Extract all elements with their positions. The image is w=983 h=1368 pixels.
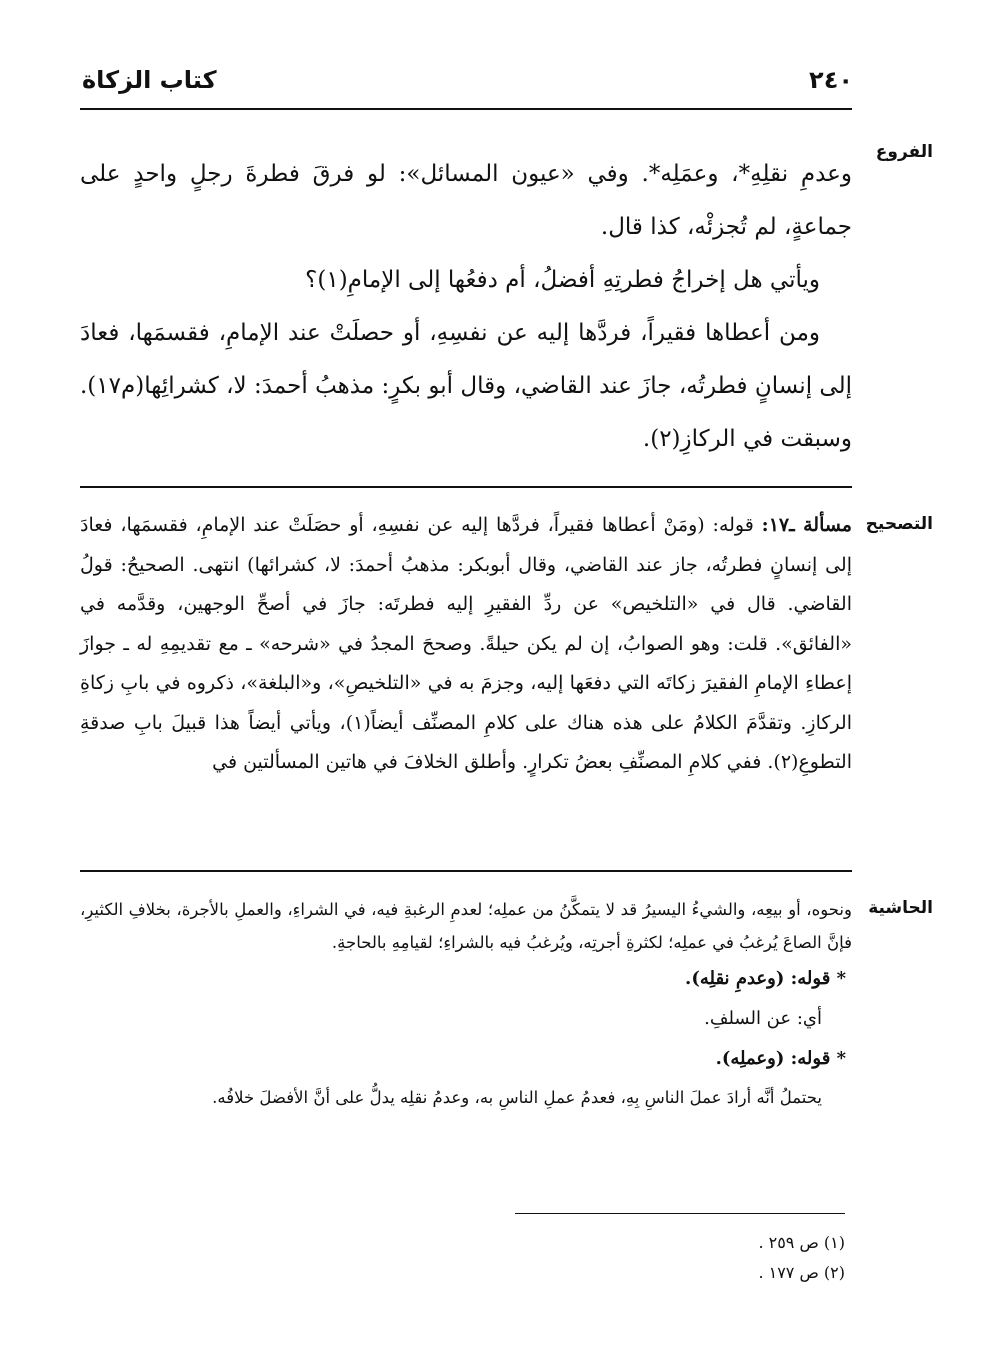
hashiya-paragraph-1: ونحوه، أو بيعِه، والشيءُ اليسيرُ قد لا يتمكَّنُ من عملِه؛ لعدمِ الرغبةِ فيه، في الشراءِ، والعملِ بالأجرة، بخلافِ الكثيرِ، فإنَّ الصاعَ يُرغبُ في عملِه؛ لكثرةِ أجرتِه، ويُرغبُ فيه بالشراءِ؛ لقيامِهِ بالحاجةِ. xyxy=(80,900,852,952)
header-rule xyxy=(80,108,852,110)
tashih-text xyxy=(80,506,852,783)
footnote-2: (٢) ص ١٧٧ . xyxy=(758,1263,845,1282)
masala-number: مسألة ـ١٧: xyxy=(761,514,852,536)
tashih-paragraph xyxy=(80,506,852,783)
main-paragraph-3: ومن أعطاها فقيراً، فردَّها إليه عن نفسِهِ، أو حصلَتْ عند الإمامِ، فقسمَها، فعادَ إلى إنسانٍ فطرتُه، جازَ عند القاضي، وقال أبو بكرٍ: مذهبُ أحمدَ: لا، كشرائِها(م١٧). وسبقت في الركازِ(٢). xyxy=(80,320,852,452)
book-title: كتاب الزكاة xyxy=(82,66,217,94)
hashiya-question-2: * قوله: (وعملِه). xyxy=(715,1048,846,1069)
section-rule-1 xyxy=(80,486,852,488)
hashiya-question-1: * قوله: (وعدمِ نقلِه). xyxy=(685,968,846,989)
section-rule-2 xyxy=(80,870,852,872)
tashih-body: قوله: (ومَنْ أعطاها فقيراً، فردَّها إليه عن نفسِهِ، أو حصَلَتْ عند الإمامِ، فقسمَها، فعادَ إلى إنسانٍ فطرتُه، جاز عند القاضي، وقال أبوبكر: مذهبُ أحمدَ: لا، كشرائها) انتهى. الصحيحُ: قولُ القاضي. قال في «التلخيص» عن ردِّ الفقيرِ إليه فطرتَه: جازَ في أصحِّ الوجهين، وقدَّمه في «الفائق». قلت: وهو الصوابُ، إن لم يكن حيلةً. وصححَ المجدُ في «شرحه» ـ مع تقديمِهِ له ـ جوازَ إعطاءِ الإمامِ الفقيرَ زكاتَه التي دفعَها إليه، وجزمَ به في «التلخيصِ»، و«البلغة»، ذكروه في بابِ زكاةِ الركازِ. وتقدَّمَ الكلامُ على هذه هناك على كلامِ المصنِّف أيضاً(١)، ويأتي أيضاً هذا قبيلَ بابِ صدقةِ التطوعِ(٢). ففي كلامِ المصنِّفِ بعضُ تكرارٍ. وأطلق الخلافَ في هاتين المسألتين في xyxy=(80,514,852,773)
main-paragraph-2: ويأتي هل إخراجُ فطرتِهِ أفضلُ، أم دفعُها إلى الإمامِ(١)؟ xyxy=(305,267,820,293)
label-tashih: التصحيح xyxy=(865,514,933,534)
label-furu: الفروع xyxy=(875,142,933,162)
main-text xyxy=(80,148,852,466)
hashiya-text xyxy=(80,893,852,1117)
main-paragraph-1: وعدمِ نقلِهِ*، وعمَلِه*. وفي «عيون المسائل»: لو فرقَ فطرةَ رجلٍ واحدٍ على جماعةٍ، لم تُجزئْه، كذا قال. xyxy=(80,161,852,240)
page-number: ٢٤٠ xyxy=(809,66,853,94)
hashiya-answer-1: أي: عن السلفِ. xyxy=(704,1008,822,1029)
hashiya-answer-2: يحتملُ أنَّه أرادَ عملَ الناسِ بِهِ، فعدمُ عملِ الناسِ به، وعدمُ نقلِه يدلُّ على أنَّ الأفضلَ خلافُه. xyxy=(212,1088,822,1107)
footnotes xyxy=(545,1228,845,1288)
footnote-rule xyxy=(515,1213,845,1214)
label-hashiya: الحاشية xyxy=(868,898,933,918)
footnote-1: (١) ص ٢٥٩ . xyxy=(758,1233,845,1252)
